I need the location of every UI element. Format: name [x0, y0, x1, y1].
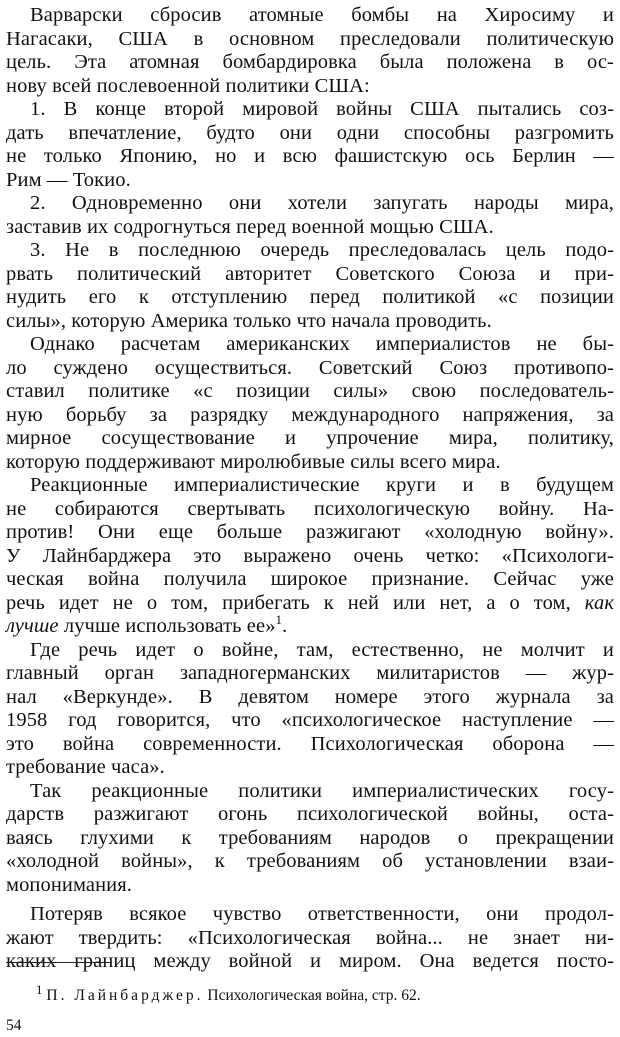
text-line: против! Они еще больше разжигают «холодную войну». [6, 521, 614, 543]
text-line: нову всей послевоенной политики США: [6, 74, 370, 97]
text-line: ло суждено осуществиться. Советский Союз противопо- [6, 356, 614, 379]
text-line [6, 592, 614, 616]
text-line: ческая война получила широкое признание. Сейчас уже [6, 568, 614, 590]
footnote-divider [6, 962, 112, 963]
text-line: заставив их содрогнуться перед военной мощью США. [6, 215, 494, 238]
text-line: Варварски сбросив атомные бомбы на Хиросиму и [30, 4, 614, 26]
page-number: 54 [6, 1017, 22, 1034]
text-line: Нагасаки, США в основном преследовали политическую [6, 27, 614, 50]
text-line: Так реакционные политики империалистических госу- [30, 779, 614, 802]
text-line: жают твердить: «Психологическая война... не знает ни- [6, 926, 614, 949]
footnote [36, 981, 421, 1005]
text-line: дать впечатление, будто они одни способны разгромить [6, 121, 614, 144]
footnote-ref: 1 [275, 612, 283, 628]
text-line: требование часа». [6, 756, 165, 778]
text-line: 3. Не в последнюю очередь преследовалась цель подо- [30, 239, 614, 261]
text-line: не только Японию, но и всю фашистскую ось Берлин — [6, 145, 614, 167]
text-line: У Лайнбарджера это выражено очень четко: «Психологи- [6, 544, 614, 567]
text-line: ставил политике «с позиции силы» свою последователь- [6, 380, 614, 402]
body-text [6, 4, 614, 974]
italic-word: как [584, 591, 615, 614]
text-line: которую поддерживают миролюбивые силы всего мира. [6, 450, 501, 473]
footnote-marker: 1 [36, 981, 43, 997]
text-line: ную борьбу за разрядку международного напряжения, за [6, 403, 614, 426]
text-line-main: лучше использовать ее» [63, 615, 276, 637]
text-line: Где речь идет о войне, там, естественно, не молчит и [30, 638, 614, 661]
text-line: мирное сосуществование и упрочение мира, политику, [6, 427, 614, 449]
footnote-text: Психологическая война, стр. 62. [207, 987, 421, 1004]
text-line: это война современности. Психологическая оборона — [6, 732, 614, 755]
text-line-main: речь идет не о том, прибегать к ней или нет, а о том, [6, 591, 571, 614]
text-line: «холодной войны», к требованиям об установлении взаи- [6, 850, 614, 872]
text-line: Реакционные империалистические круги и в будущем [30, 474, 614, 496]
text-line: 2. Одновременно они хотели запугать народы мира, [30, 192, 614, 214]
text-line: Рим — Токио. [6, 168, 131, 191]
text-line: дарств разжигают огонь психологической войны, оста- [6, 803, 614, 825]
text-line: не собираются свертывать психологическую войну. На- [6, 497, 614, 520]
text-line: 1958 год говорится, что «психологическое наступление — [6, 709, 614, 731]
footnote-author: П. Лайнбарджер. [46, 987, 204, 1004]
italic-word: лучше [6, 615, 59, 637]
text-line: 1. В конце второй мировой войны США пытались соз- [30, 98, 614, 120]
text-line: главный орган западногерманских милитаристов — жур- [6, 662, 614, 684]
text-line: Потеряв всякое чувство ответственности, они продол- [30, 903, 614, 925]
text-line: лучше лучше использовать ее»$^1$. [6, 612, 288, 637]
text-line: мопонимания. [6, 873, 133, 896]
text-line: нал «Веркунде». В девятом номере этого журнала за [6, 685, 614, 708]
text-line: цель. Эта атомная бомбардировка была положена в ос- [6, 51, 614, 73]
text-line: ваясь глухими к требованиям народов о прекращении [6, 826, 614, 849]
text-line: каких границ между войной и миром. Она ведется посто- [6, 950, 614, 972]
text-line: рвать политический авторитет Советского Союза и при- [6, 262, 614, 285]
text-line: нудить его к отступлению перед политикой «с позиции [6, 286, 614, 308]
text-line: силы», которую Америка только что начала проводить. [6, 309, 492, 332]
text-line: Однако расчетам американских империалистов не бы- [30, 333, 614, 355]
